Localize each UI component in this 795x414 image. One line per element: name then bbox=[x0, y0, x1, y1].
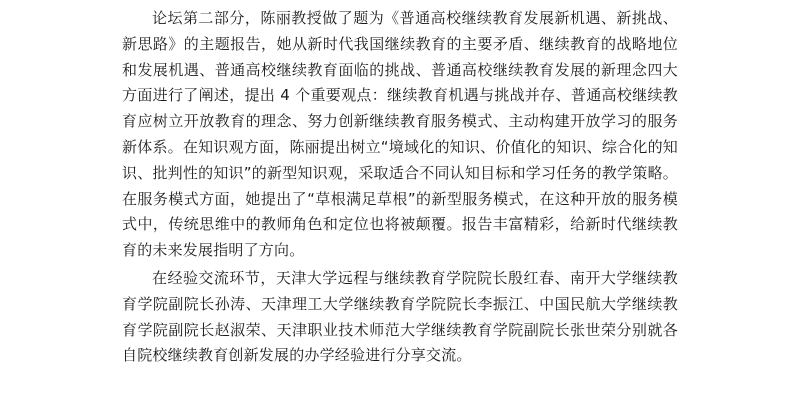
paragraph-experience-exchange: 在经验交流环节，天津大学远程与继续教育学院院长殷红春、南开大学继续教育学院副院长孙涛、天津理工大学继续教育学院院长李振江、中国民航大学继续教育学院副院长赵淑荣、天津职业技术师范大学继续教育学院副院长张世荣分别就各自院校继续教育创新发展的办学经验进行分享交流。 bbox=[122, 268, 678, 365]
article-body bbox=[122, 6, 678, 369]
paragraph-forum-report: 论坛第二部分，陈丽教授做了题为《普通高校继续教育发展新机遇、新挑战、新思路》的主题报告，她从新时代我国继续教育的主要矛盾、继续教育的战略地位和发展机遇、普通高校继续教育面临的挑战、普通高校继续教育发展的新理念四大方面进行了阐述，提出 4 个重要观点：继续教育机遇与挑战并存、普通高校继续教育应树立开放教育的理念、努力创新继续教育服务模式、主动构建开放学习的服务新体系。在知识观方面，陈丽提出树立“境域化的知识、价值化的知识、综合化的知识、批判性的知识”的新型知识观，采取适合不同认知目标和学习任务的教学策略。在服务模式方面，她提出了“草根满足草根”的新型服务模式，在这种开放的服务模式中，传统思维中的教师角色和定位也将被颠覆。报告丰富精彩，给新时代继续教育的未来发展指明了方向。 bbox=[122, 9, 678, 260]
